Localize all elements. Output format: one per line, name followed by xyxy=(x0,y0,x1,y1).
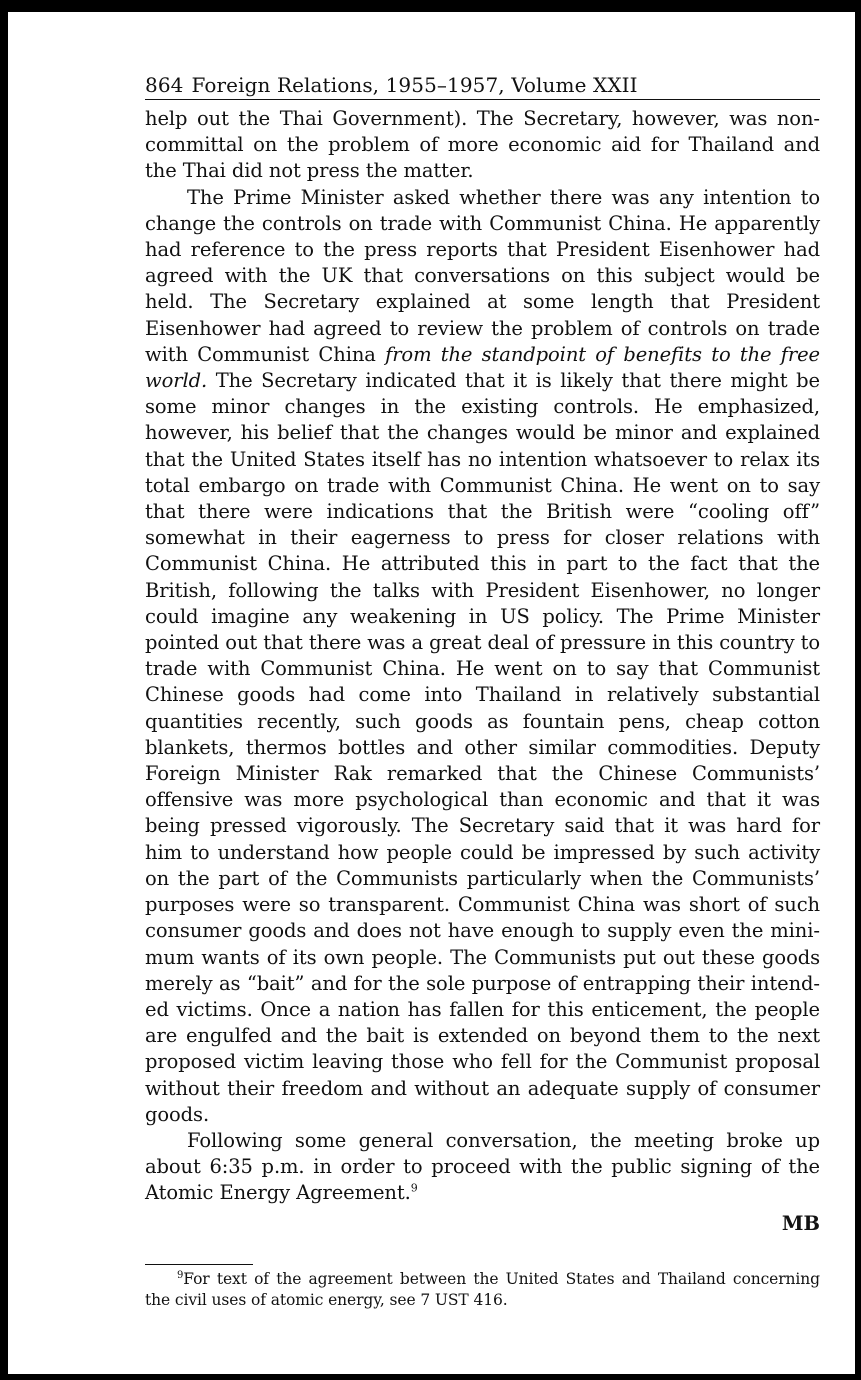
paragraph-3-text: Following some general conversation, the meeting broke up about 6:35 p.m. in order to proceed with the public signing of the Atomic Energy Agreement. xyxy=(145,1128,820,1205)
page-number: 864 xyxy=(145,73,184,97)
paragraph-1-text: help out the Thai Government). The Secretary, however, was noncommittal on the problem of more economic aid for Thailand and the Thai did not press the matter. xyxy=(145,107,820,183)
running-head-title: Foreign Relations, 1955–1957, Volume XXII xyxy=(191,73,638,97)
footnote-text: For text of the agreement between the United States and Thailand concerning the civil uses of atomic energy, see 7 UST 416. xyxy=(145,1269,820,1309)
document-page xyxy=(8,12,855,1374)
running-head xyxy=(145,72,820,100)
paragraph-2-text-end: The Secretary indicated that it is likely that there might be some minor changes in the existing controls. He emphasized, however, his belief that the changes would be minor and explained that the United States itself has no intention whatsoever to relax its total embargo on trade with Communist China. He went on to say that there were indications that the British were “cooling off” somewhat in their eagerness to press for closer relations with Communist China. He attributed this in part to the fact that the British, following the talks with President Eisenhower, no longer could imagine any weakening in US policy. The Prime Minister pointed out that there was a great deal of pressure in this country to trade with Communist China. He went on to say that Communist Chinese goods had come into Thailand in relatively substantial quantities recently, such goods as fountain pens, cheap cotton blankets, thermos bottles and other similar commodities. Deputy Foreign Minister Rak remarked that the Chinese Communists’ offensive was more psychological than economic and that it was being pressed vigorously. The Secretary said that it was hard for him to understand how people could be impressed by such activity on the part of the Communists particularly when the Communists’ purposes were so transparent. Communist China was short of such consumer goods and does not have enough to supply even the minimum wants of its own people. The Communists put out these goods merely as “bait” and for the sole purpose of entrapping their intended victims. Once a nation has fallen for this enticement, the people are engulfed and the bait is extended on beyond them to the next proposed victim leaving those who fell for the Communist proposal without their freedom and without an adequate supply of consumer goods. xyxy=(145,369,820,1126)
drafter-initials: MB xyxy=(781,1211,820,1235)
paragraph-2 xyxy=(145,185,820,1128)
paragraph-1 xyxy=(145,106,820,185)
body-text xyxy=(145,106,820,1207)
page-content xyxy=(145,72,820,1311)
footnote xyxy=(145,1269,820,1311)
footnote-divider xyxy=(145,1264,253,1265)
footnote-reference[interactable]: 9 xyxy=(410,1181,418,1195)
footnote-marker: 9 xyxy=(177,1269,184,1281)
paragraph-3 xyxy=(145,1128,820,1207)
paragraph-2-text-start: The Prime Minister asked whether there was any intention to change the controls on trade with Communist China. He apparently had reference to the press reports that President Eisenhower had agreed with the UK that conversations on this subject would be held. The Secretary explained at some length that President Eisenhower had agreed to review the problem of controls on trade with Communist China xyxy=(145,185,820,366)
paragraph-2-italic-phrase: from the standpoint of benefits to the free world. xyxy=(145,342,820,393)
